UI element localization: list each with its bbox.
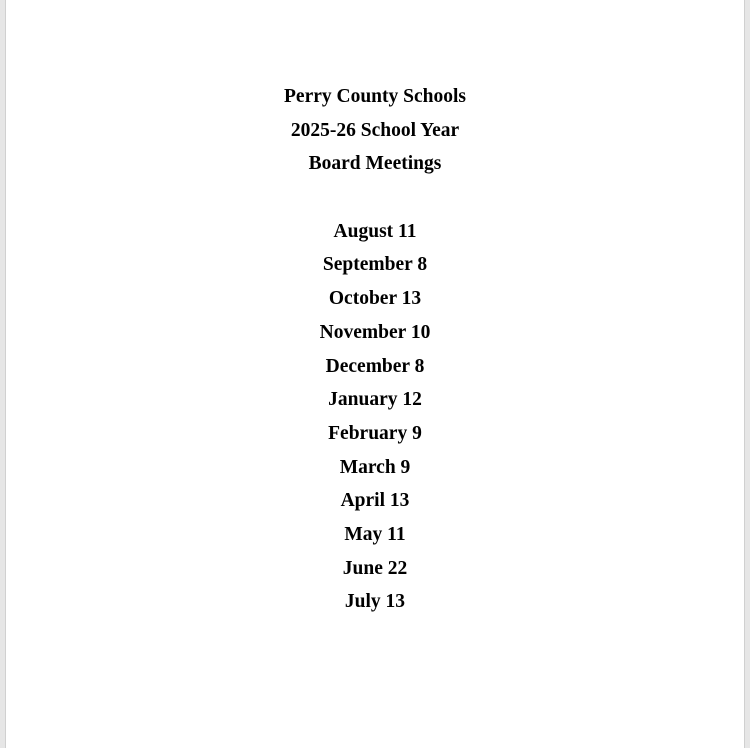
- document-content: [6, 84, 744, 623]
- spacer: [6, 185, 744, 219]
- school-year: 2025-26 School Year: [290, 119, 460, 141]
- meeting-date: February 9: [328, 422, 422, 444]
- meeting-date: March 9: [339, 456, 411, 478]
- meeting-date: May 11: [344, 523, 406, 545]
- document-page: [5, 0, 745, 748]
- meeting-dates-list: [6, 219, 744, 623]
- meeting-date: July 13: [344, 591, 406, 613]
- meeting-date: November 10: [319, 321, 431, 343]
- meeting-date: June 22: [342, 557, 408, 579]
- district-name: Perry County Schools: [284, 86, 466, 107]
- meeting-date: September 8: [322, 254, 428, 276]
- document-title: Board Meetings: [308, 153, 442, 175]
- meeting-date: April 13: [340, 490, 410, 512]
- meeting-date: August 11: [333, 220, 417, 242]
- meeting-date: October 13: [328, 288, 422, 310]
- meeting-date: December 8: [325, 355, 425, 377]
- meeting-date: January 12: [328, 389, 422, 411]
